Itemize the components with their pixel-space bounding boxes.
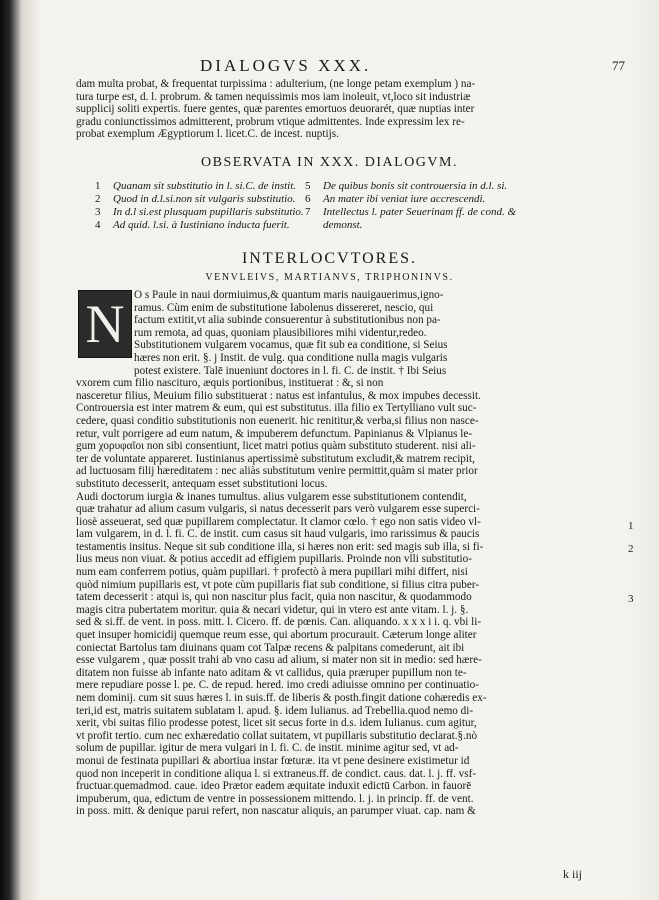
page-header xyxy=(0,56,659,80)
text-line: in poss. mitt. & denique parui refert, non nascatur aliquis, an parumper viuat. cap. nam & xyxy=(76,805,476,818)
text-line: gum χορυφαῖοι non sibi consentiunt, licet matri potius quàm substituto studerent. nisi ali- xyxy=(76,440,476,453)
text-line: impuberum, qua, edictum de ventre in possessionem mittendo. l. j. in princip. ff. de vent. xyxy=(76,792,474,805)
item-text: An mater ibi veniat iure accrescendi. xyxy=(323,193,486,205)
list-item xyxy=(95,206,304,219)
list-item xyxy=(95,193,304,206)
text-line: potest existere. Talē inueniunt doctores in l. fi. C. de instit. † Ibi Seius xyxy=(134,364,447,377)
text-line: lius meus non viuat. & potius accedit ad effigiem pupillaris. Proinde non vlli substitutio- xyxy=(76,553,472,566)
list-item xyxy=(305,219,516,232)
text-line: quæ trahatur ad alium casum vulgaris, si natus decesserit pars verò vulgarem esse superci- xyxy=(76,503,480,516)
text-line: Controuersia est inter matrem & eum, qui est substitutus. illa filio ex Tertylliano vult suc- xyxy=(76,402,477,415)
running-head: DIALOGVS XXX. xyxy=(200,56,372,75)
text-line: xerit, vbi suitas filio prodesse potest, licet sit secus forte in d.s. idem Iulianus. cum agitur, xyxy=(76,717,477,730)
interlocutores-heading: INTERLOCVTORES. xyxy=(241,250,418,267)
text-line: factum extitit,vt alia subinde consuerentur à substitutionibus non pa- xyxy=(134,314,441,327)
text-line: sed & si.ff. de vent. in poss. mitt. l. Cicero. ff. de pœnis. Can. aliquando. x x x i i. q. vbi li- xyxy=(76,616,482,629)
text-line: Substitutionem vulgarem vocamus, quæ fit sub ea conditione, si Seius xyxy=(134,339,448,352)
text-line: magis citra pubertatem moritur. quia & necari videtur, qui in vtero est ante vitam. l. j. §. xyxy=(76,603,469,616)
text-line: vt profit tertio. cum nec exhæredatio collat suitatem, vt pupillaris substitutio declarat.§.nò xyxy=(76,729,478,742)
text-line: ramus. Cùm enim de substitutione Iabolenus dissereret, nescio, qui xyxy=(134,301,434,314)
text-line: ter de voluntate appareret. Iustinianus apertissimè substitutum excludit,& matrem recipit, xyxy=(76,452,475,465)
item-number: 7 xyxy=(305,206,311,218)
item-text: In d.l si.est plusquam pupillaris substitutio. xyxy=(113,206,304,218)
text-line: quòd nimium pupillaris est, vt pote cùm pupillaris fiat sub conditione, si filius citra puber- xyxy=(76,578,480,591)
text-line: teri,id est, matris suitatem sublatam l. apud. §. idem Iulianus. ad Trebellia.quod nemo di- xyxy=(76,704,474,717)
text-line: ad luctuosam filij hæreditatem : nec aliàs substitutum venire permittit,quàm si mater prior xyxy=(76,465,478,478)
item-text: De quibus bonis sit controuersia in d.l. si. xyxy=(323,180,508,192)
item-text: Quod in d.l.si.non sit vulgaris substitutio. xyxy=(113,193,296,205)
text-line: ditatem non fuisse ab infante nato aditam & vt callidus, quia præruper pupillum non te- xyxy=(76,666,467,679)
text-line: quod non inceperit in conditione aliqua l. si extraneus.ff. de condict. caus. dat. l. j. ff. vsf- xyxy=(76,767,477,780)
speakers-line: VENVLEIVS, MARTIANVS, TRIPHONINVS. xyxy=(205,272,454,283)
list-item xyxy=(305,206,516,219)
text-line: tatem decesserit : atqui is, qui non nascitur plus facit, quia non nascitur, & quodammodo xyxy=(76,591,472,604)
initial-letter: N xyxy=(85,294,125,354)
text-line: substituto decesserit, antequam esset substitutioni locus. xyxy=(76,477,328,490)
text-line: dam multa probat, & frequentat turpissima : adulterium, (ne longe petam exemplum ) na- xyxy=(76,78,476,90)
item-number: 2 xyxy=(95,193,101,205)
main-text xyxy=(76,289,606,818)
text-line: fructuar.quemadmod. caue. ideo Prætor eadem æquitate induxit edictū Carbon. in fauorē xyxy=(76,780,472,793)
item-text: Quanam sit substitutio in l. si.C. de instit. xyxy=(113,180,297,192)
text-line: O s Paule in naui dormiuimus,& quantum maris nauigauerimus,igno- xyxy=(134,289,444,301)
text-line: probat exemplum Ægyptiorum l. licet.C. de incest. nuptijs. xyxy=(76,128,339,141)
text-line: Audi doctorum iurgia & inanes tumultus. alius vulgarem esse substitutionem contendit, xyxy=(76,490,467,503)
item-text: Ad quid. l.si. à Iustiniano inducta fuerit. xyxy=(113,219,290,231)
item-number: 1 xyxy=(95,180,101,192)
text-line: supplicij soliti expertis. fuere gentes, quæ parentes emortuos deuorarét, quæ nuptias inter xyxy=(76,103,475,116)
item-number: 5 xyxy=(305,180,311,192)
list-item xyxy=(95,180,304,193)
text-line: nem dominij. cum sit suus hæres l. in suis.ff. de liberis & posth.fingit datione cohæredis ex- xyxy=(76,692,487,704)
text-line: testamentis insitus. Neque sit sub conditione illa, si hæres non erit: sed magis sub illa, si fi- xyxy=(76,540,484,553)
item-number: 3 xyxy=(95,206,101,218)
text-line: hæres non erit. §. j Instit. de vulg. qua conditione nulla magis vulgaris xyxy=(134,351,448,364)
text-line: num eam conferrem potius, quàm pupillari. † profectò à mera pupillari mihi differt, nisi xyxy=(76,566,468,579)
item-number: 6 xyxy=(305,193,311,205)
text-line: mere repudiare posse l. pe. C. de repud. hered. imo credi adiuisse omnino per continuatio- xyxy=(76,679,479,692)
text-line: cedere, quasi conditio substitutionis non euenerit. hic renititur,& verba,si filius non nasce- xyxy=(76,414,479,427)
list-item xyxy=(305,180,516,193)
item-text: Intellectus l. pater Seuerinam ff. de cond. & xyxy=(323,206,517,218)
text-line: retur, vult porrigere ad eum natum, & impuberem defunctum. Papinianus & Vlpianus le- xyxy=(76,427,473,440)
text-line: lam vulgarem, in d. l. fi. C. de instit. cum casus sit haud vulgaris, imo rarissimus & paucis xyxy=(76,528,480,541)
margin-number: 2 xyxy=(628,543,634,555)
item-number: 4 xyxy=(95,219,101,231)
text-line: monui de festinata pupillari & abortiua instar fœturæ. ita vt pene desinere existimetur id xyxy=(76,754,470,767)
text-line: esse vulgarem , quæ possit trahi ab vno casu ad alium, si mater non sit in medio: sed hære- xyxy=(76,654,482,667)
observata-heading: OBSERVATA IN XXX. DIALOGVM. xyxy=(201,155,458,170)
margin-number: 3 xyxy=(628,593,634,605)
margin-number: 1 xyxy=(628,520,634,532)
list-item xyxy=(305,193,516,206)
text-line: rum remota, ad quas, quoniam plausibiliores mihi videntur,redeo. xyxy=(134,326,427,339)
text-line: liosè asseuerat, sed quæ pupillarem complectatur. It clamor cœlo. † ego non satis video vl- xyxy=(76,515,481,528)
text-line: vxorem cum filio nascituro, æquis portionibus, instituerat : &, si non xyxy=(76,377,384,390)
signature-mark: k iij xyxy=(563,867,583,881)
folio-number: 77 xyxy=(612,58,625,73)
intro-paragraph xyxy=(76,78,606,141)
text-line: tura turpe est, d. l. probrum. & tamen nequissimis mos iam inoleuit, vt,loco sit industriæ xyxy=(76,90,471,103)
item-text: demonst. xyxy=(323,219,363,231)
observata-column-left xyxy=(95,180,304,232)
text-line: coniectat Bartolus tam diuinans quam cot Talpæ recens & palpitans comederunt, ait ibi xyxy=(76,641,465,654)
text-line: quet insuper homicidij quemque reum esse, qui abortum procurauit. Cæterum longe aliter xyxy=(76,629,477,642)
observata-column-right xyxy=(305,180,516,232)
text-line: nasceretur filius, Meuium filio substituerat : natus est infantulus, & mox impubes decessit. xyxy=(76,389,481,402)
text-line: solum de pupillar. igitur de mera vulgari in l. fi. C. de instit. minime agitur sed, vt ad- xyxy=(76,742,459,755)
text-line: gradu coniunctissimos admitterent, probrum vtique admittentes. Inde expressim lex re- xyxy=(76,115,465,128)
list-item xyxy=(95,219,304,232)
